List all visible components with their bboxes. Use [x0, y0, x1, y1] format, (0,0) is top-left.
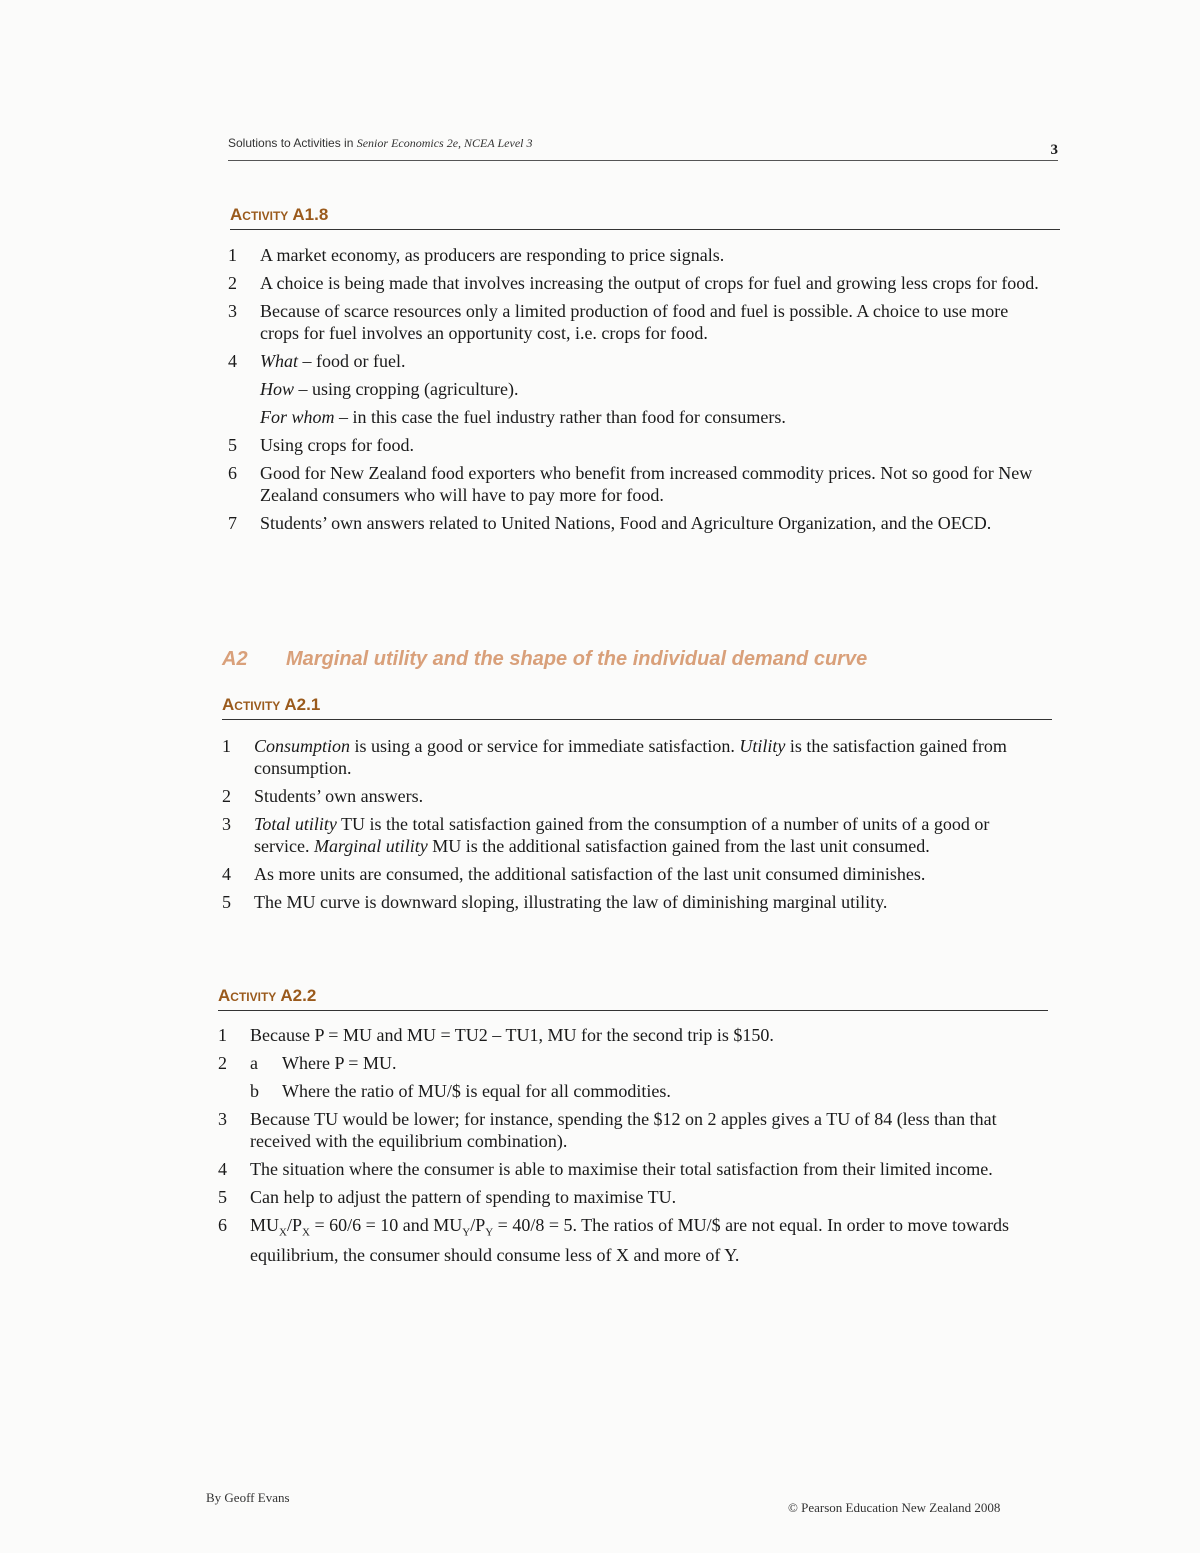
list-item: 1 Because P = MU and MU = TU2 – TU1, MU for the second trip is $150.	[218, 1025, 774, 1045]
list-item: 4 As more units are consumed, the additional satisfaction of the last unit consumed diminishes.	[222, 864, 926, 884]
list-item: 3 Because TU would be lower; for instance, spending the $12 on 2 apples gives a TU of 84 (less than that received with the equilibrium combination).	[218, 1109, 997, 1151]
subscript-y: Y	[485, 1226, 494, 1239]
list-item: 5 Can help to adjust the pattern of spending to maximise TU.	[218, 1187, 677, 1207]
list-item: 1 A market economy, as producers are responding to price signals.	[228, 245, 725, 265]
activity-a22-list	[218, 1024, 1038, 1272]
list-item: 6 Good for New Zealand food exporters who benefit from increased commodity prices. Not so good for New Zealand consumers who will have to pay more for food.	[228, 463, 1033, 505]
header-title: Solutions to Activities in Senior Economics 2e, NCEA Level 3	[228, 136, 533, 150]
p-label-2: /P	[470, 1215, 486, 1235]
activity-a21-heading: Activity A2.1	[222, 695, 1052, 720]
list-item: 2 Students’ own answers.	[222, 786, 424, 806]
list-item: 1 Consumption is using a good or service for immediate satisfaction. Utility is the satisfaction gained from consumption.	[222, 736, 1007, 778]
page-header	[228, 134, 1058, 161]
list-item: 4 The situation where the consumer is able to maximise their total satisfaction from their limited income.	[218, 1159, 993, 1179]
section-a2-title: A2 Marginal utility and the shape of the individual demand curve	[222, 648, 868, 670]
list-item: 5 The MU curve is downward sloping, illustrating the law of diminishing marginal utility.	[222, 892, 888, 912]
list-item: 7 Students’ own answers related to United Nations, Food and Agriculture Organization, and the OECD.	[228, 513, 992, 533]
list-item: 2 A choice is being made that involves increasing the output of crops for fuel and growing less crops for food.	[228, 273, 1039, 293]
mu-label-2: MU	[433, 1215, 463, 1235]
list-item: 3 Because of scarce resources only a limited production of food and fuel is possible. A choice to use more crops for fuel involves an opportunity cost, i.e. crops for food.	[228, 301, 1009, 343]
list-item: 5 Using crops for food.	[228, 435, 414, 455]
activity-a18-list	[228, 244, 1048, 540]
footer-author: By Geoff Evans	[206, 1490, 290, 1505]
list-item: 4 What – food or fuel. How – using cropping (agriculture). For whom – in this case the fuel industry rather than food for consumers.	[228, 351, 786, 427]
activity-a22-heading: Activity A2.2	[218, 986, 1048, 1011]
activity-a18-heading: Activity A1.8	[230, 205, 1060, 230]
list-item: 2 a Where P = MU. b Where the ratio of MU/$ is equal for all commodities.	[218, 1053, 671, 1101]
subscript-x: X	[301, 1226, 310, 1239]
list-item: 3 Total utility TU is the total satisfaction gained from the consumption of a number of units of a good or service. Marginal utility MU is the additional satisfaction gained from the last unit consumed.	[222, 814, 990, 856]
activity-a21-list	[222, 735, 1042, 919]
page-number: 3	[1050, 142, 1058, 158]
list-item: 6 $MU_X/P_X = 60/6 = 10$ and $MU_Y/P_Y = 40/8 = 5$. The ratios of MU/$ are not equal. In order to move towards equilibrium, the consumer should consume less of X and more of Y.	[218, 1215, 1010, 1265]
footer-copyright: © Pearson Education New Zealand 2008	[788, 1500, 1001, 1515]
